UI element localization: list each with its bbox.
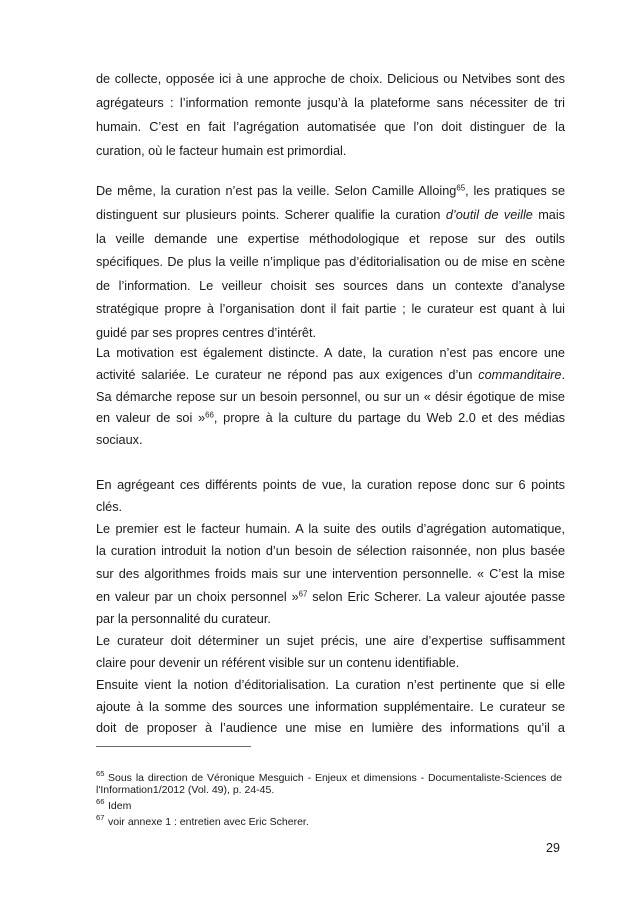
body-line bbox=[96, 611, 565, 627]
body-line bbox=[96, 720, 565, 736]
footnote-text: voir annexe 1 : entretien avec Eric Scherer. bbox=[108, 816, 309, 828]
line-text: Le curateur doit déterminer un sujet précis, une aire d’expertise suffisamment bbox=[96, 634, 565, 648]
body-line bbox=[96, 278, 565, 294]
line-text: spécifiques. De plus la veille n’implique pas d’éditorialisation ou de mise en scène bbox=[96, 255, 565, 269]
body-line bbox=[96, 143, 565, 159]
line-text: , les pratiques se bbox=[465, 184, 565, 198]
line-text: curation, où le facteur humain est primordial. bbox=[96, 144, 347, 158]
footnote-ref: 65 bbox=[456, 183, 466, 193]
line-text: de collecte, opposée ici à une approche de choix. Delicious ou Netvibes sont des bbox=[96, 72, 565, 86]
line-text: De même, la curation n’est pas la veille. Selon Camille Alloing bbox=[96, 184, 457, 198]
line-text: Sa démarche repose sur un besoin personnel, ou sur un « désir égotique de mise bbox=[96, 390, 565, 404]
body-line bbox=[96, 207, 565, 223]
page-number: 29 bbox=[546, 841, 560, 855]
line-text: , propre à la culture du partage du Web 2.0 et des médias bbox=[213, 411, 566, 425]
body-line bbox=[96, 119, 565, 135]
line-text: Ensuite vient la notion d’éditorialisation. La curation n’est pertinente que si elle bbox=[96, 678, 565, 692]
italic-phrase: commanditaire bbox=[478, 368, 562, 382]
footnote-text: l'Information1/2012 (Vol. 49), p. 24-45. bbox=[96, 784, 275, 796]
line-text: mais bbox=[532, 208, 565, 222]
line-text: Le premier est le facteur humain. A la suite des outils d’agrégation automatique, bbox=[96, 522, 565, 536]
body-line bbox=[96, 477, 565, 493]
body-line bbox=[96, 432, 565, 448]
line-text: la curation introduit la notion d’un besoin de sélection raisonnée, non plus basée bbox=[96, 544, 565, 558]
body-line bbox=[96, 699, 565, 715]
footnote-continuation bbox=[96, 784, 562, 797]
line-text: guidé par ses propres centres d’intérêt. bbox=[96, 326, 317, 340]
line-text: agrégateurs : l’information remonte jusqu’à la plateforme sans nécessiter de tri bbox=[96, 96, 565, 110]
body-line bbox=[96, 655, 565, 671]
body-line bbox=[96, 566, 565, 582]
footnote-ref: 66 bbox=[205, 410, 214, 420]
line-text: humain. C’est en fait l’agrégation automatisée que l’on doit distinguer de la bbox=[96, 120, 565, 134]
body-line bbox=[96, 183, 565, 199]
footnote bbox=[96, 798, 562, 811]
body-line bbox=[96, 499, 565, 515]
line-text: En agrégeant ces différents points de vue, la curation repose donc sur 6 points bbox=[96, 478, 565, 492]
line-text: la veille demande une expertise méthodologique et repose sur des outils bbox=[96, 232, 565, 246]
footnote bbox=[96, 770, 562, 783]
body-line bbox=[96, 367, 565, 383]
body-line bbox=[96, 410, 565, 426]
line-text: clés. bbox=[96, 500, 123, 514]
body-line bbox=[96, 71, 565, 87]
line-text: de l’information. Le veilleur choisit ses sources dans un contexte d’analyse bbox=[96, 279, 565, 293]
line-text: distinguent sur plusieurs points. Scherer qualifie la curation bbox=[96, 208, 446, 222]
line-text: ajoute à la somme des sources une information supplémentaire. Le curateur se bbox=[96, 700, 565, 714]
line-text: par la personnalité du curateur. bbox=[96, 612, 271, 626]
body-line bbox=[96, 95, 565, 111]
footnote bbox=[96, 814, 562, 827]
line-text: en valeur de soi » bbox=[96, 411, 206, 425]
body-line bbox=[96, 633, 565, 649]
body-line bbox=[96, 345, 565, 361]
body-line bbox=[96, 254, 565, 270]
body-line bbox=[96, 677, 565, 693]
line-text: en valeur par un choix personnel » bbox=[96, 590, 299, 604]
line-text: . bbox=[561, 368, 565, 382]
body-line bbox=[96, 521, 565, 537]
body-line bbox=[96, 543, 565, 559]
footnote-text: Idem bbox=[108, 800, 132, 812]
body-line bbox=[96, 231, 565, 247]
footnote-mark: 66 bbox=[96, 797, 105, 806]
body-line bbox=[96, 389, 565, 405]
body-line bbox=[96, 325, 565, 341]
line-text: sur des algorithmes froids mais sur une intervention personnelle. « C’est la mise bbox=[96, 567, 565, 581]
footnote-mark: 67 bbox=[96, 813, 105, 822]
line-text: activité salariée. Le curateur ne répond pas aux exigences d’un bbox=[96, 368, 479, 382]
line-text: claire pour devenir un référent visible sur un contenu identifiable. bbox=[96, 656, 460, 670]
line-text: La motivation est également distincte. A date, la curation n’est pas encore une bbox=[96, 346, 565, 360]
footnote-text: Sous la direction de Véronique Mesguich - Enjeux et dimensions - Documentaliste-Sciences de bbox=[108, 772, 562, 784]
body-line bbox=[96, 589, 565, 605]
line-text: doit de proposer à l’audience une mise en lumière des informations qu’il a bbox=[96, 721, 565, 735]
italic-phrase: d’outil de veille bbox=[445, 208, 533, 222]
line-text: sociaux. bbox=[96, 433, 143, 447]
footnote-separator bbox=[96, 746, 251, 747]
body-line bbox=[96, 301, 565, 317]
line-text: selon Eric Scherer. La valeur ajoutée passe bbox=[307, 590, 565, 604]
footnote-ref: 67 bbox=[298, 589, 308, 599]
footnote-mark: 65 bbox=[96, 769, 105, 778]
line-text: stratégique propre à l’organisation dont il fait partie ; le curateur est quant à lui bbox=[96, 302, 565, 316]
